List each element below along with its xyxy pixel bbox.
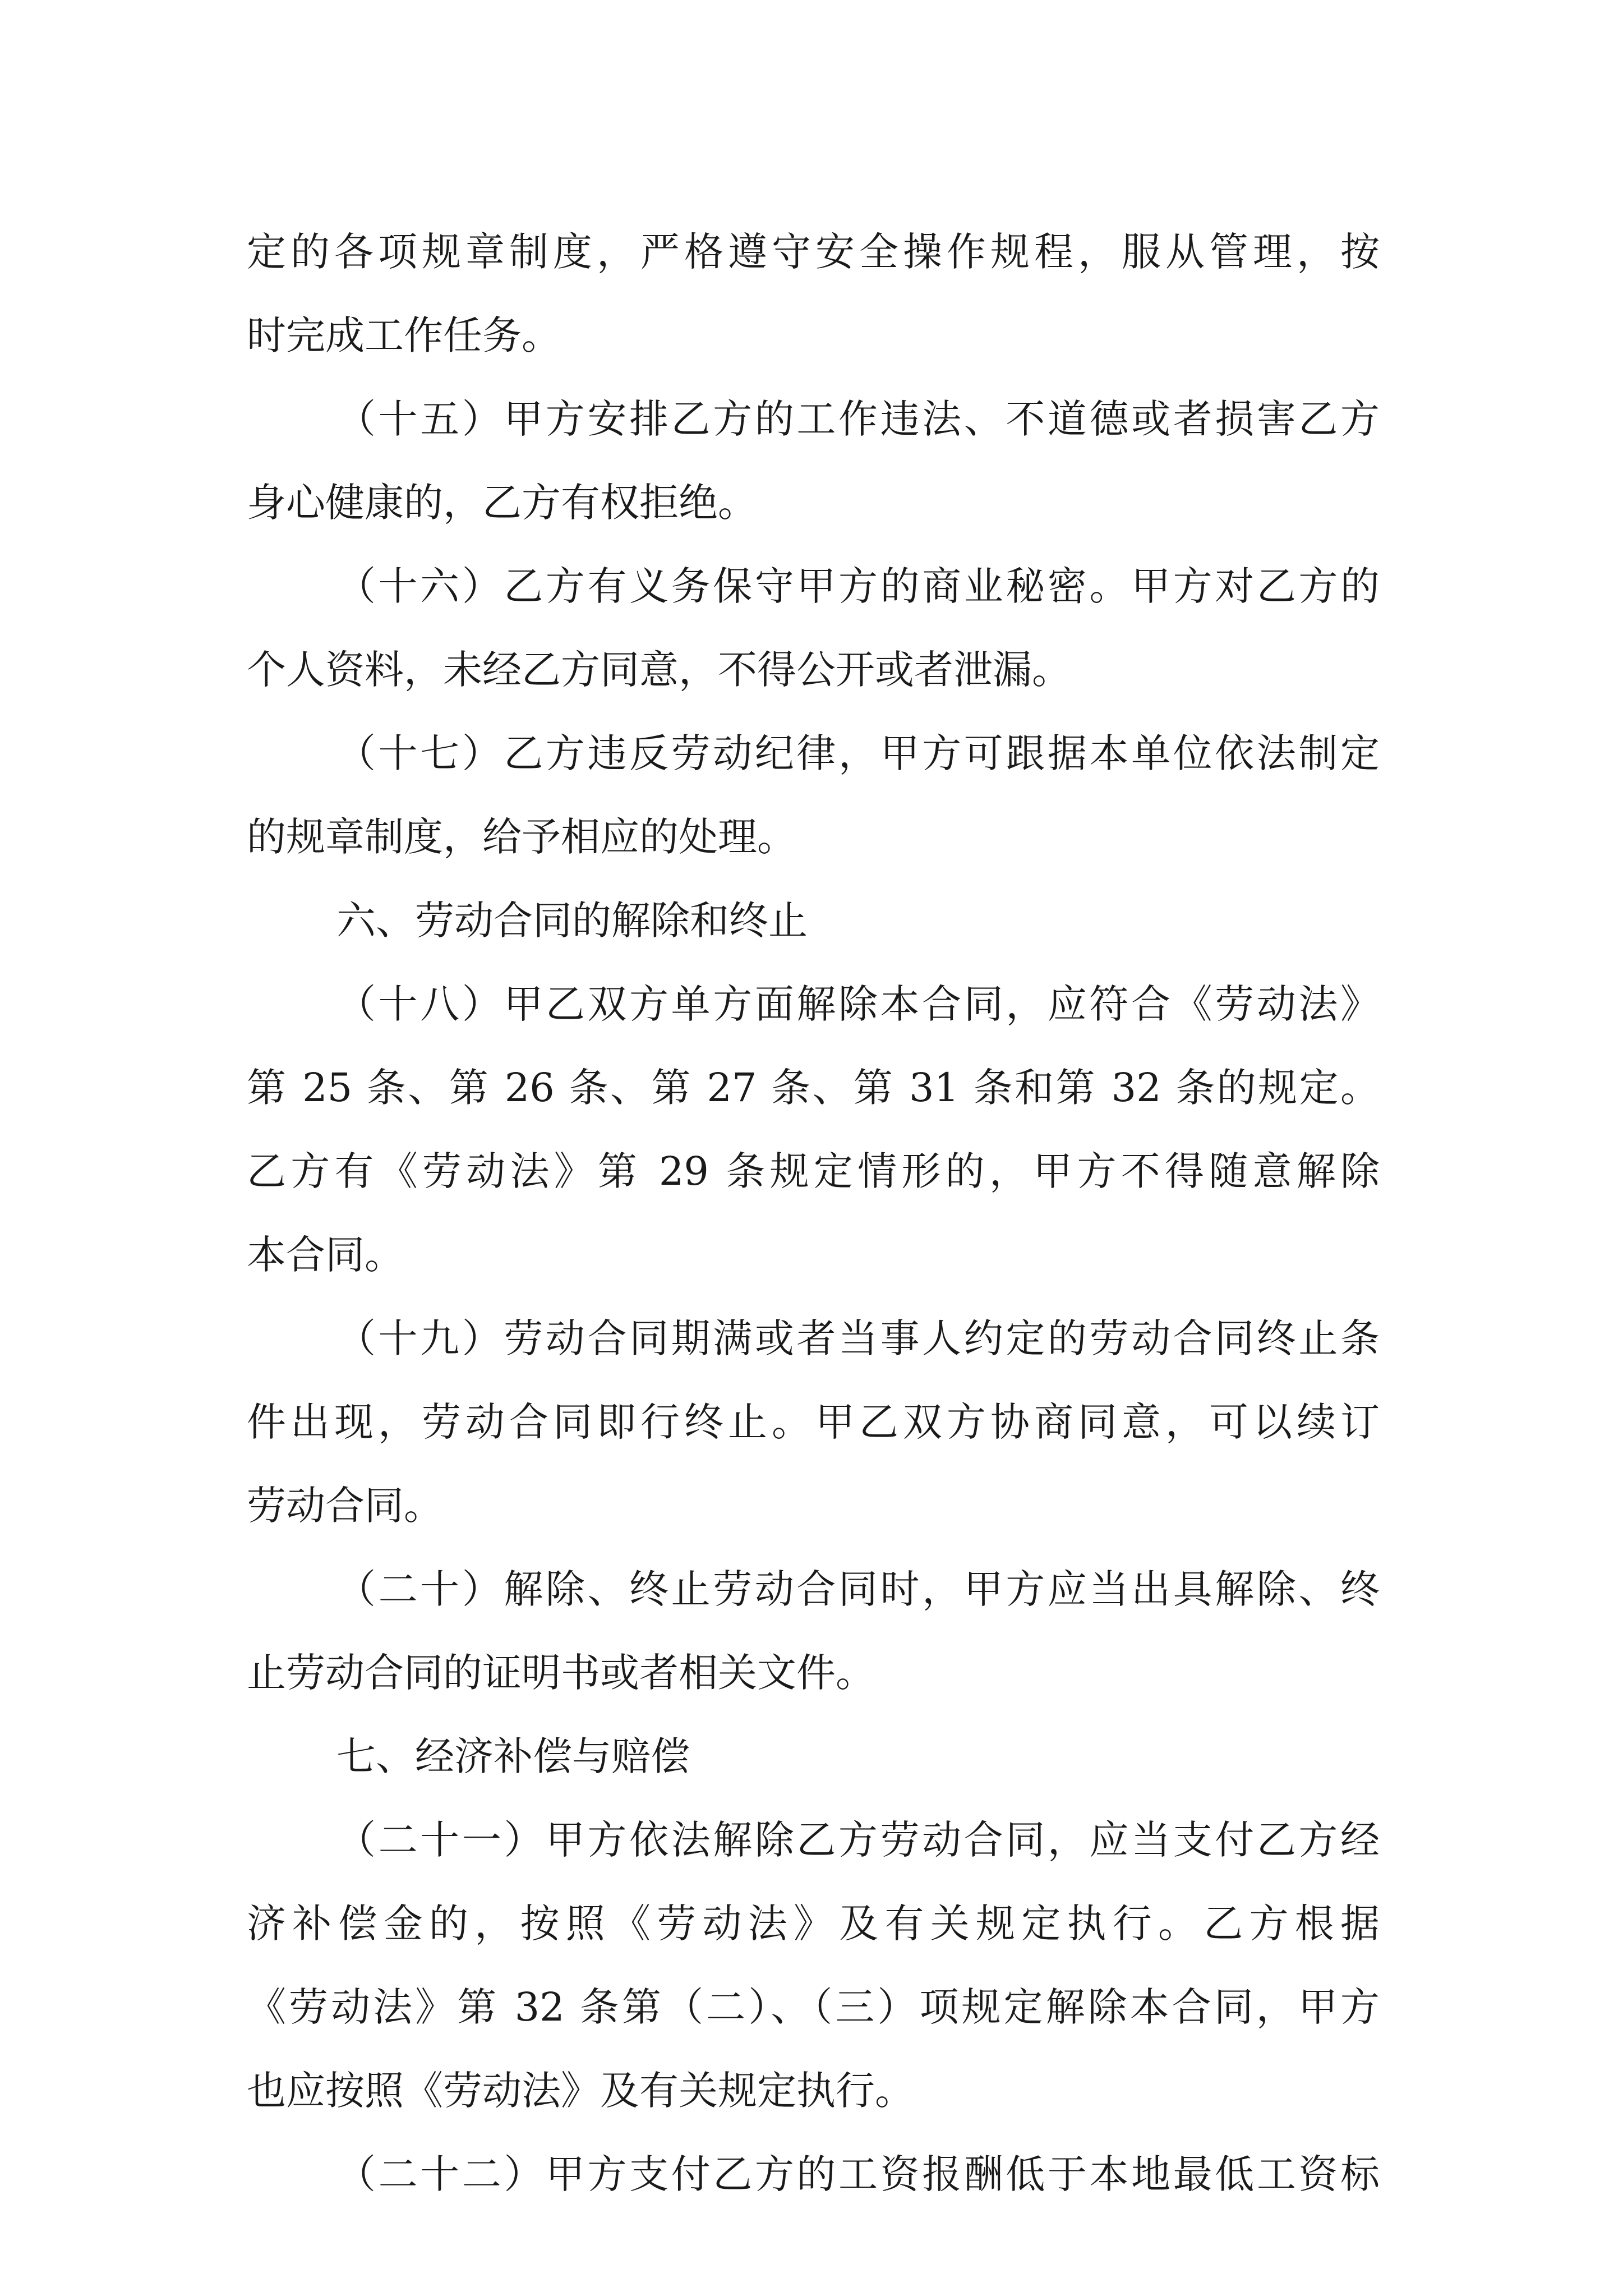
- clause-21-line: （二十一）甲方依法解除乙方劳动合同，应当支付乙方经: [336, 1817, 1380, 1863]
- clause-15-line: （十五）甲方安排乙方的工作违法、不道德或者损害乙方: [336, 396, 1380, 442]
- section-heading: 七、经济补偿与赔偿: [336, 1733, 690, 1779]
- text-line: 的规章制度，给予相应的处理。: [247, 814, 796, 860]
- text-line: 身心健康的，乙方有权拒绝。: [247, 480, 757, 526]
- clause-19-line: （十九）劳动合同期满或者当事人约定的劳动合同终止条: [336, 1315, 1380, 1361]
- document-body: [247, 210, 1380, 2216]
- clause-20-line: （二十）解除、终止劳动合同时，甲方应当出具解除、终: [336, 1566, 1380, 1612]
- clause-17-line: （十七）乙方违反劳动纪律，甲方可跟据本单位依法制定: [336, 730, 1380, 776]
- text-line: 济补偿金的，按照《劳动法》及有关规定执行。乙方根据: [247, 1901, 1380, 1947]
- text-line: 时完成工作任务。: [247, 312, 561, 358]
- clause-16-line: （十六）乙方有义务保守甲方的商业秘密。甲方对乙方的: [336, 563, 1380, 609]
- text-line: 件出现，劳动合同即行终止。甲乙双方协商同意，可以续订: [247, 1399, 1380, 1445]
- text-line: 本合同。: [247, 1232, 404, 1278]
- text-line: 定的各项规章制度，严格遵守安全操作规程，服从管理，按: [247, 229, 1380, 275]
- text-line: 《劳动法》第 32 条第（二）、（三）项规定解除本合同，甲方: [247, 1984, 1380, 2030]
- text-line: 第 25 条、第 26 条、第 27 条、第 31 条和第 32 条的规定。: [247, 1065, 1380, 1111]
- text-line: 止劳动合同的证明书或者相关文件。: [247, 1650, 875, 1696]
- clause-18-line: （十八）甲乙双方单方面解除本合同，应符合《劳动法》: [336, 981, 1380, 1027]
- text-line: 个人资料，未经乙方同意，不得公开或者泄漏。: [247, 647, 1071, 693]
- text-line: 乙方有《劳动法》第 29 条规定情形的，甲方不得随意解除: [247, 1148, 1380, 1194]
- clause-22-line: （二十二）甲方支付乙方的工资报酬低于本地最低工资标: [336, 2151, 1380, 2197]
- section-heading: 六、劳动合同的解除和终止: [336, 898, 808, 944]
- text-line: 也应按照《劳动法》及有关规定执行。: [247, 2068, 914, 2114]
- text-line: 劳动合同。: [247, 1483, 443, 1529]
